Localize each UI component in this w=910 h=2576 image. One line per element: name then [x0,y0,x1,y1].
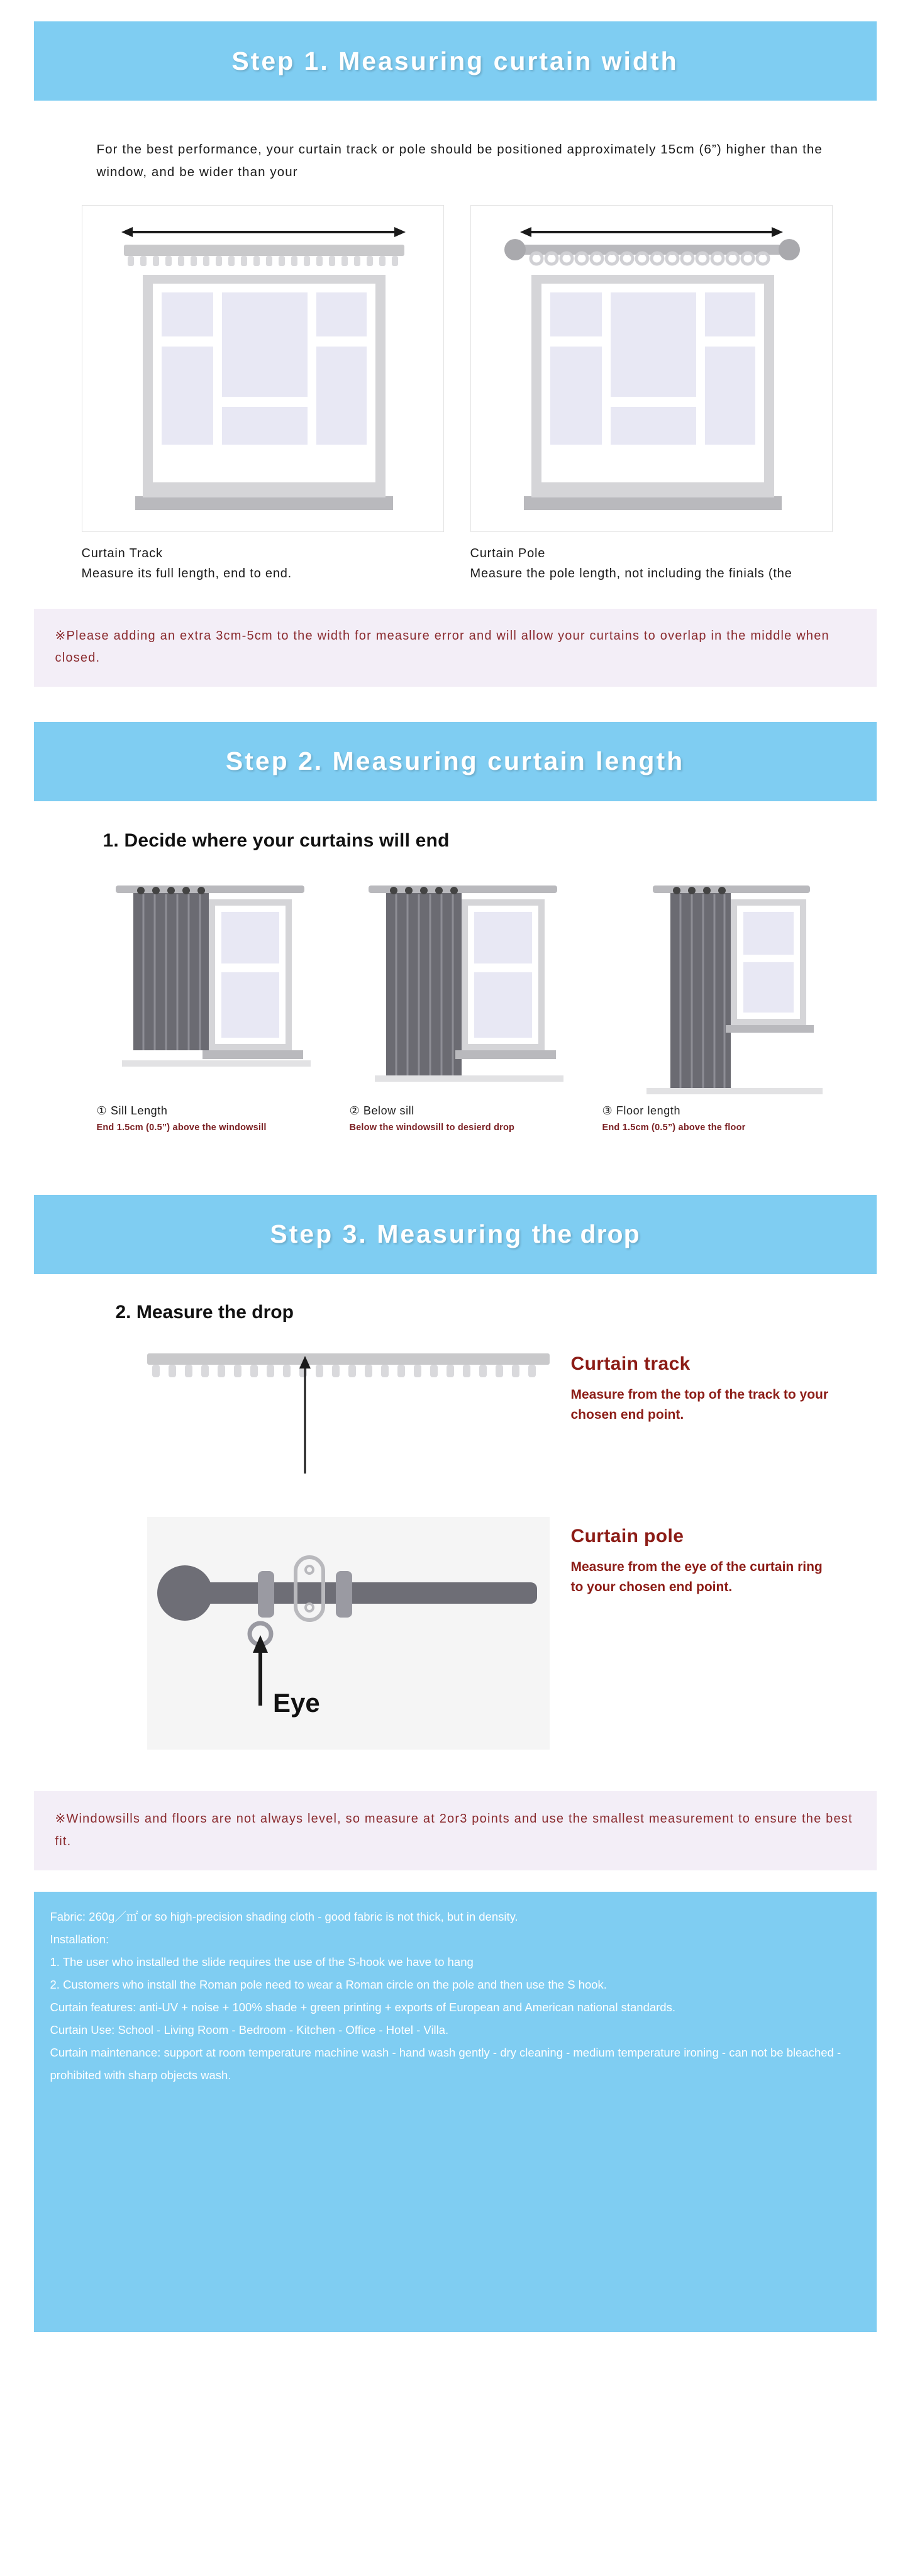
info-line-maintenance: Curtain maintenance: support at room temperature machine wash - hand wash gently - dry cleaning - medium temperature ironing - can not be bleached - prohibited with sharp objects wash. [50,2046,841,2082]
curtain-track-illustration [82,205,444,532]
floor-length-illustration [602,872,839,1098]
info-line-installation-2: 2. Customers who install the Roman pole need to wear a Roman circle on the pole and then use the S hook. [50,1977,607,1991]
sill-length-desc: End 1.5cm (0.5”) above the windowsill [96,1122,267,1133]
step1-intro-text: For the best performance, your curtain track or pole should be positioned approximately 15cm (6”) higher than the window, and be wider than your [96,142,823,179]
floor-length-svg [602,872,839,1098]
step2-options-row [84,872,826,1135]
step2-title: Step 2. Measuring curtain length [225,747,685,776]
below-sill-title: ② Below sill [349,1104,414,1117]
step3-subhead: 2. Measure the drop [115,1301,294,1323]
curtain-pole-caption-title: Curtain Pole [470,546,546,560]
info-line-installation-head: Installation: [50,1932,109,1946]
track-drop-illustration [147,1345,550,1489]
curtain-track-svg [82,206,444,532]
below-sill-svg [350,872,586,1098]
step1-notice: ※Please adding an extra 3cm-5cm to the width for measure error and will allow your curtains to overlap in the middle when closed. [34,609,877,687]
pole-drop-body: Measure from the eye of the curtain ring to your chosen end point. [570,1559,823,1595]
step3-notice: ※Windowsills and floors are not always level, so measure at 2or3 points and use the smallest measurement to ensure the best fit. [34,1791,877,1870]
curtain-track-caption-title: Curtain Track [81,546,163,560]
sill-length-illustration [97,872,333,1098]
below-sill-desc: Below the windowsill to desierd drop [349,1122,515,1133]
option-sill-length [97,872,333,1135]
curtain-pole-caption-body: Measure the pole length, not including the finials (the [470,566,792,580]
step1-title: Step 1. Measuring curtain width [231,46,679,75]
curtain-pole-drop-row [78,1517,833,1750]
pole-drop-illustration [147,1517,550,1750]
info-line-use: Curtain Use: School - Living Room - Bedroom - Kitchen - Office - Hotel - Villa. [50,2023,449,2037]
option-floor-length [602,872,839,1135]
track-drop-text [550,1345,833,1426]
info-line-features: Curtain features: anti-UV + noise + 100% shade + green printing + exports of European and American national standards. [50,2001,675,2014]
floor-length-title: ③ Floor length [602,1104,681,1117]
step1-caption-row [78,543,833,584]
eye-label-text: Eye [272,1687,320,1718]
product-info-block [34,1892,877,2332]
sill-length-title: ① Sill Length [96,1104,168,1117]
step2-banner [34,722,877,801]
curtain-track-caption [82,543,444,584]
curtain-pole-caption [470,543,833,584]
step2-subhead: 1. Decide where your curtains will end [103,830,450,851]
option-below-sill [350,872,586,1135]
step3-banner [34,1195,877,1274]
pole-drop-panel [147,1517,550,1750]
track-drop-svg [147,1345,550,1489]
curtain-track-caption-body: Measure its full length, end to end. [81,566,292,580]
step3-title [270,1219,640,1249]
track-drop-body: Measure from the top of the track to your chosen end point. [570,1387,829,1423]
floor-length-desc: End 1.5cm (0.5”) above the floor [602,1122,746,1133]
info-line-installation-1: 1. The user who installed the slide requires the use of the S-hook we have to hang [50,1955,474,1968]
sill-length-svg [97,872,333,1098]
pole-drop-text [550,1517,833,1598]
curtain-pole-illustration [470,205,833,532]
step1-illustration-row [78,205,833,532]
track-drop-title: Curtain track [570,1353,691,1374]
step3-title-sub: the drop [531,1219,640,1249]
pole-drop-svg [147,1517,550,1750]
step3-title-main: Step 3. Measuring [270,1219,532,1249]
curtain-pole-svg [471,206,833,532]
below-sill-illustration [350,872,586,1098]
step1-banner [34,21,877,101]
pole-drop-title: Curtain pole [570,1525,684,1546]
curtain-track-drop-row [78,1345,833,1489]
info-line-fabric: Fabric: 260g／㎡ or so high-precision shading cloth - good fabric is not thick, but in density. [50,1909,518,1923]
